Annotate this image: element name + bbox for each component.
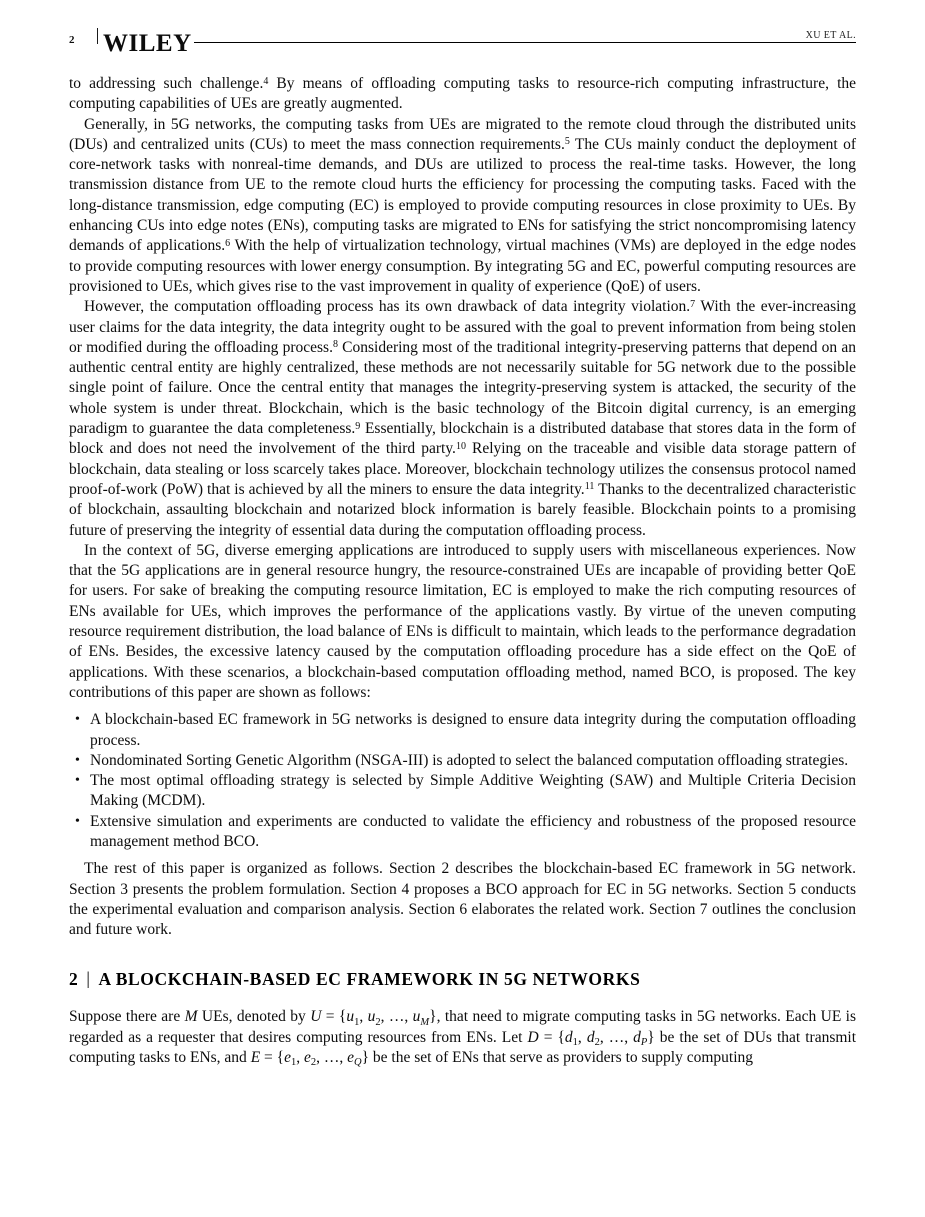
text-run: Extensive simulation and experiments are conducted to validate the efficiency and robustness of the proposed resource management method BCO. bbox=[90, 812, 856, 850]
bullet-icon: • bbox=[75, 773, 80, 789]
paragraph bbox=[69, 859, 856, 940]
journal-logo: WILEY bbox=[103, 30, 192, 57]
reference-superscript: 10 bbox=[455, 440, 466, 452]
text-run: , …, bbox=[316, 1049, 348, 1067]
text-run: However, the computation offloading process has its own drawback of data integrity violation. bbox=[84, 298, 691, 316]
text-run: A blockchain-based EC framework in 5G networks is designed to ensure data integrity during the computation offloading process. bbox=[90, 711, 856, 749]
math-var: u bbox=[346, 1008, 355, 1026]
paragraph bbox=[69, 115, 856, 298]
text-run: }, that need to migrate computing tasks in 5G networks. Each UE is regarded as a requester that desires computing resources from ENs. Let bbox=[69, 1008, 857, 1046]
math-var: d bbox=[586, 1028, 595, 1046]
text-run: to addressing such challenge. bbox=[69, 75, 264, 92]
running-head: XU ET AL. bbox=[805, 30, 856, 41]
text-run: } be the set of DUs that transmit computing tasks to ENs, and bbox=[69, 1028, 857, 1067]
text-run: = { bbox=[321, 1008, 347, 1026]
text-run: Thanks to the decentralized characteristic of blockchain, assaulting blockchain and notarized block information is barely feasible. Blockchain points to a promising future of preserving the integrity of essential data during the computation offloading process. bbox=[69, 480, 856, 539]
bullet-icon: • bbox=[75, 813, 80, 829]
math-var: 1 bbox=[572, 1036, 578, 1048]
section-heading bbox=[69, 969, 856, 990]
text-run: , bbox=[577, 1028, 587, 1046]
text-run: By means of offloading computing tasks to resource-rich computing infrastructure, the computing capabilities of UEs are greatly augmented. bbox=[69, 75, 857, 113]
text-run: Nondominated Sorting Genetic Algorithm (NSGA-III) is adopted to select the balanced computation offloading strategies. bbox=[90, 751, 849, 769]
list-item bbox=[69, 771, 856, 812]
reference-superscript: 9 bbox=[355, 420, 361, 432]
math-var: u bbox=[412, 1008, 421, 1026]
article-body bbox=[69, 74, 856, 1068]
math-var: 2 bbox=[594, 1036, 600, 1048]
reference-superscript: 7 bbox=[690, 298, 696, 310]
math-var: d bbox=[633, 1028, 641, 1046]
math-var: e bbox=[303, 1049, 311, 1067]
math-var: M bbox=[184, 1008, 198, 1026]
text-run: , …, bbox=[380, 1008, 413, 1026]
page-header bbox=[69, 26, 856, 62]
text-run: With the ever-increasing user claims for the data integrity, the data integrity ought to be assured with the goal to prevent information from being stolen or modified during the offloading process. bbox=[69, 298, 856, 356]
text-run: , bbox=[359, 1008, 368, 1026]
text-run: Essentially, blockchain is a distributed database that stores data in the form of block and does not need the involvement of the third party. bbox=[69, 420, 856, 458]
page-number: 2 bbox=[69, 34, 75, 46]
text-run: The CUs mainly conduct the deployment of core-network tasks with nonreal-time demands, and DUs are utilized to process the real-time tasks. However, the long transmission distance from UE to the remote cloud hurts the efficiency for processing the computing tasks. Faced with the long-distance transmission, edge computing (EC) is employed to provide computing resources in close proximity to UEs. By enhancing CUs into edge notes (ENs), computing tasks are migrated to ENs for satisfying the strict noncompromising latency demands of applications. bbox=[69, 135, 856, 255]
paragraph bbox=[69, 541, 856, 703]
text-run: = { bbox=[538, 1028, 565, 1046]
text-run: } be the set of ENs that serve as providers to supply computing bbox=[361, 1049, 754, 1067]
header-tick-divider bbox=[97, 28, 98, 44]
list-item bbox=[69, 751, 856, 771]
contributions-list bbox=[69, 710, 856, 852]
text-run: Generally, in 5G networks, the computing tasks from UEs are migrated to the remote cloud through the distributed units (DUs) and centralized units (CUs) to meet the mass connection requirements. bbox=[69, 115, 856, 153]
math-var: P bbox=[640, 1036, 648, 1048]
math-var: 2 bbox=[310, 1057, 317, 1069]
reference-superscript: 4 bbox=[263, 75, 269, 87]
paragraph bbox=[69, 1007, 856, 1068]
bullet-icon: • bbox=[75, 712, 80, 728]
math-var: e bbox=[284, 1049, 291, 1067]
list-item bbox=[69, 710, 856, 751]
text-run: = { bbox=[260, 1049, 285, 1067]
math-var: d bbox=[564, 1028, 573, 1046]
math-var: M bbox=[420, 1016, 430, 1028]
text-run: In the context of 5G, diverse emerging applications are introduced to supply users with miscellaneous experiences. Now that the 5G applications are in general resource hungry, the resource-constrained UEs are incapable of providing better QoE for users. For sake of breaking the computing resource limitation, EC is employed to make the rich computing resources of ENs available for UEs, which improves the performance of the applications vastly. By virtue of the uneven computing resource requirement distribution, the load balance of ENs is difficult to maintain, which leads to the performance degradation of ENs. Besides, the excessive latency caused by the computation offloading procedure has a side effect on the QoE of applications. With these scenarios, a blockchain-based computation offloading method, named BCO, is proposed. The key contributions of this paper are shown as follows: bbox=[69, 541, 856, 701]
header-rule bbox=[194, 26, 856, 62]
math-var: Q bbox=[354, 1057, 362, 1069]
section-number: 2 bbox=[69, 969, 79, 990]
text-run: The most optimal offloading strategy is selected by Simple Additive Weighting (SAW) and Multiple Criteria Decision Making (MCDM). bbox=[90, 772, 856, 810]
reference-superscript: 6 bbox=[225, 237, 231, 249]
section-separator-bar: | bbox=[86, 968, 91, 989]
text-run: Suppose there are bbox=[69, 1008, 185, 1026]
reference-superscript: 11 bbox=[584, 481, 595, 493]
math-var: U bbox=[310, 1008, 322, 1026]
text-run: With the help of virtualization technology, virtual machines (VMs) are deployed in the edge nodes to provide computing resources with lower energy consumption. By integrating 5G and EC, powerful computing resources are provisioned to UEs, which gives rise to the vast improvement in quality of experience (QoE) of users. bbox=[69, 237, 857, 295]
text-run: Considering most of the traditional integrity-preserving patterns that depend on an authentic central entity are highly centralized, these methods are not necessarily suitable for 5G network due to the possible single point of failure. Once the central entity that manages the integrity-preserving system is attacked, the security of the whole system is under threat. Blockchain, which is the basic technology of the Bitcoin digital currency, is an emerging paradigm to guarantee the data completeness. bbox=[69, 338, 856, 438]
section-title: A BLOCKCHAIN-BASED EC FRAMEWORK IN 5G NETWORKS bbox=[98, 969, 641, 990]
text-run: , …, bbox=[599, 1028, 634, 1046]
text-run: UEs, denoted by bbox=[197, 1008, 311, 1026]
reference-superscript: 5 bbox=[564, 136, 570, 148]
bullet-icon: • bbox=[75, 752, 80, 768]
paragraph bbox=[69, 74, 856, 115]
math-var: D bbox=[527, 1028, 539, 1046]
text-run: Relying on the traceable and visible data storage pattern of blockchain, data stealing or loss scarcely takes place. Moreover, blockchain technology utilizes the consensus protocol named proof-of-work (PoW) that is achieved by all the miners to ensure the data integrity. bbox=[69, 440, 856, 498]
math-var: 2 bbox=[375, 1016, 381, 1028]
math-var: E bbox=[250, 1049, 261, 1067]
math-var: 1 bbox=[290, 1057, 297, 1069]
math-var: u bbox=[367, 1008, 376, 1026]
text-run: The rest of this paper is organized as follows. Section 2 describes the blockchain-based EC framework in 5G network. Section 3 presents the problem formulation. Section 4 proposes a BCO approach for EC in 5G networks. Section 5 conducts the experimental evaluation and comparison analysis. Section 6 elaborates the related work. Section 7 outlines the conclusion and future work. bbox=[69, 860, 856, 939]
text-run: , bbox=[296, 1049, 304, 1067]
reference-superscript: 8 bbox=[332, 339, 338, 351]
math-var: 1 bbox=[354, 1016, 360, 1028]
paragraph bbox=[69, 297, 856, 541]
list-item bbox=[69, 812, 856, 853]
math-var: e bbox=[347, 1049, 355, 1067]
